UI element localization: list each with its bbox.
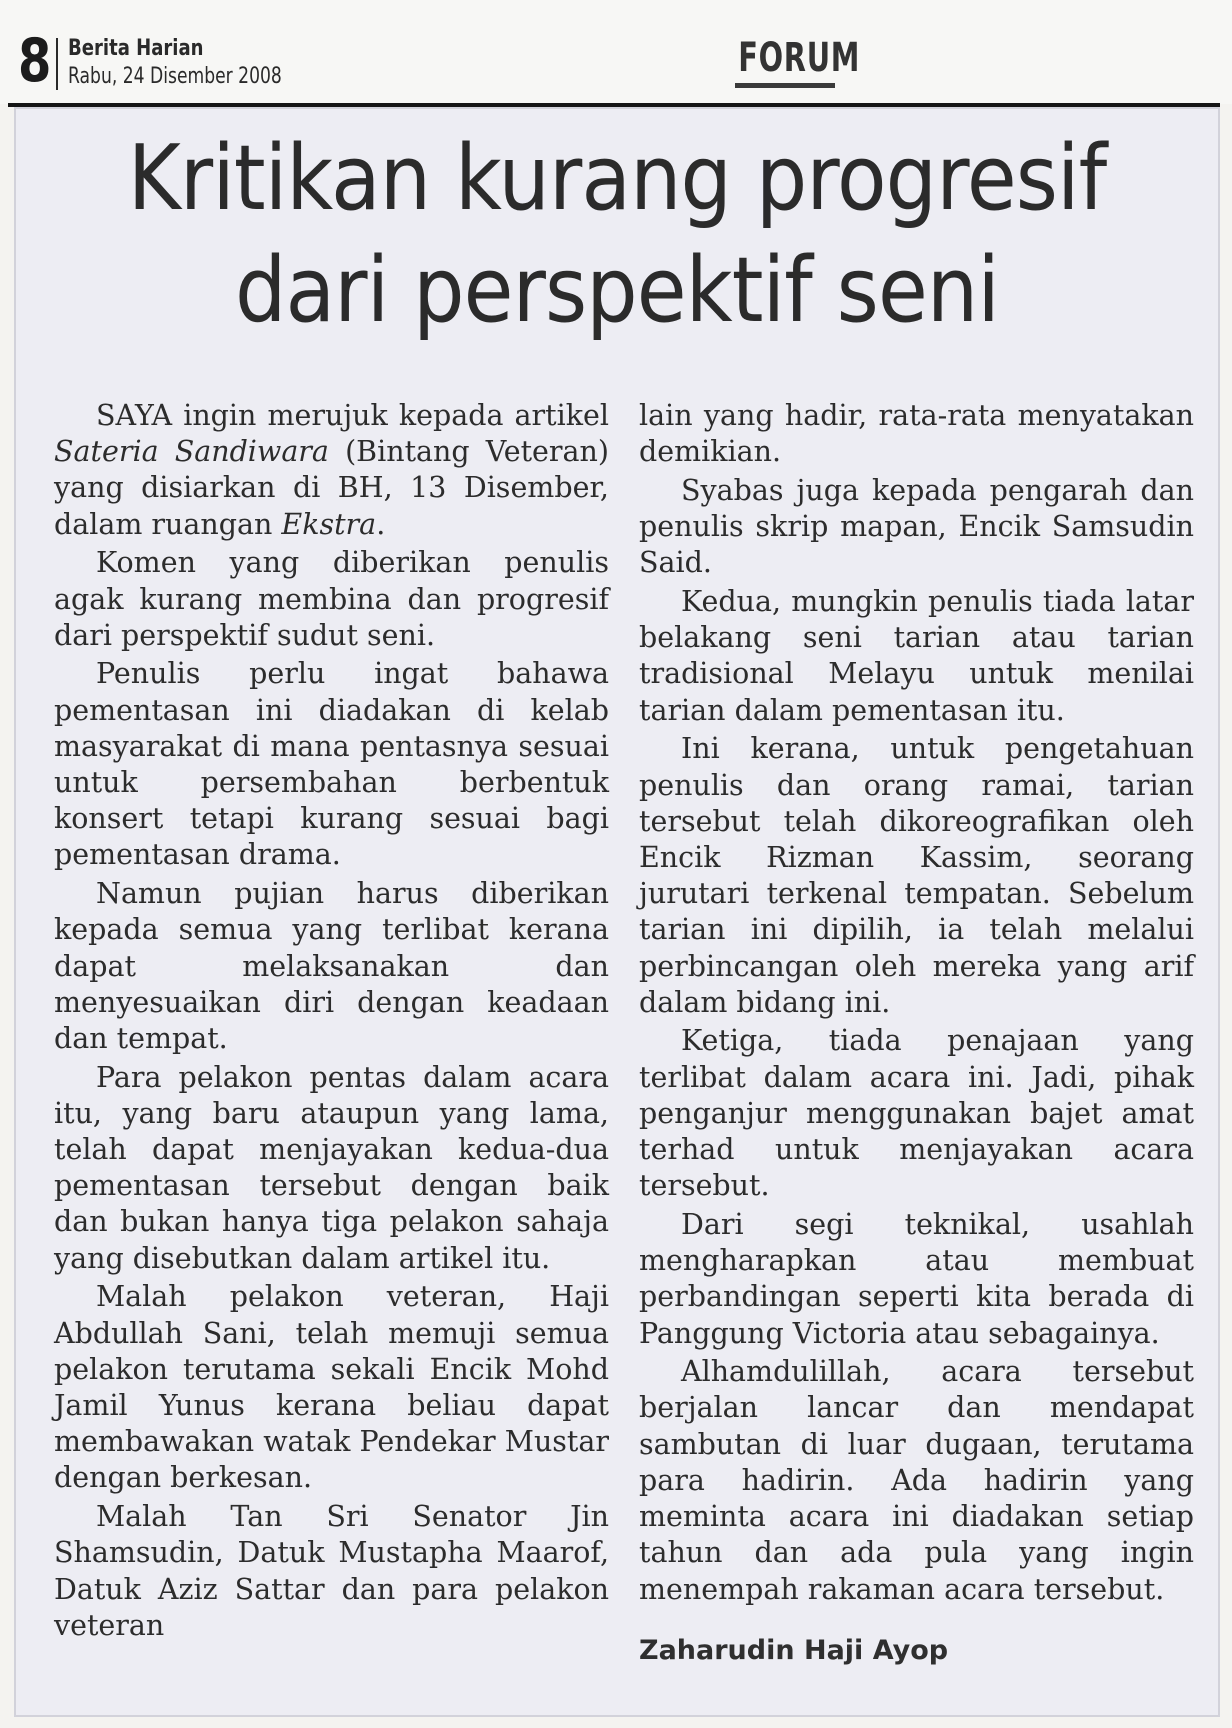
paragraph: Syabas juga kepada pengarah dan penulis skrip mapan, Encik Samsudin Said.: [639, 473, 1194, 580]
paragraph: Alhamdulillah, acara tersebut berjalan lancar dan mendapat sambutan di luar dugaan, terutama para hadirin. Ada hadirin yang meminta acara ini diadakan setiap tahun dan ada pula yang ingin menempah rakaman acara tersebut.: [639, 1355, 1194, 1606]
paragraph: Ketiga, tiada penajaan yang terlibat dalam acara ini. Jadi, pihak penganjur menggunakan bajet amat terhad untuk menjayakan acara tersebut.: [639, 1024, 1194, 1203]
article-clipping: [14, 107, 1220, 1717]
section-underline: [735, 83, 835, 88]
paragraph-text: .: [376, 507, 386, 541]
paragraph-text: (Bintang Veteran) yang disiarkan di BH, 13 Disember, dalam ruangan: [54, 435, 610, 541]
column-right: [639, 398, 1194, 1668]
column-left: [54, 398, 609, 1646]
article-title-italic: Sateria Sandiwara: [54, 435, 329, 469]
page-number: 8: [18, 26, 50, 96]
paragraph-text: SAYA ingin merujuk kepada artikel: [96, 399, 609, 432]
paragraph: Para pelakon pentas dalam acara itu, yang baru ataupun yang lama, telah dapat menjayakan kedua-dua pementasan tersebut dengan baik dan bukan hanya tiga pelakon sahaja yang disebutkan dalam artikel itu.: [54, 1060, 609, 1275]
column-name-italic: Ekstra: [281, 507, 377, 541]
headline: [14, 123, 1220, 347]
headline-line-2: dari perspektif seni: [235, 238, 999, 343]
paragraph: Malah pelakon veteran, Haji Abdullah Sani, telah memuji semua pelakon terutama sekali Encik Mohd Jamil Yunus kerana beliau dapat membawakan watak Pendekar Mustar dengan berkesan.: [54, 1280, 609, 1495]
paragraph: Kedua, mungkin penulis tiada latar belakang seni tarian atau tarian tradisional Melayu untuk menilai tarian dalam pementasan itu.: [639, 585, 1194, 727]
headline-line-1: Kritikan kurang progresif: [127, 126, 1107, 231]
issue-date: Rabu, 24 Disember 2008: [68, 64, 282, 89]
paragraph-continuation: lain yang hadir, rata-rata menyatakan demikian.: [639, 399, 1194, 469]
paragraph: Ini kerana, untuk pengetahuan penulis dan orang ramai, tarian tersebut telah dikoreografikan oleh Encik Rizman Kassim, seorang jurutari terkenal tempatan. Sebelum tarian ini dipilih, ia telah melalui perbincangan oleh mereka yang arif dalam bidang ini.: [639, 732, 1194, 1019]
section-label: FORUM: [738, 35, 861, 81]
paragraph: [54, 398, 609, 543]
paragraph: Komen yang diberikan penulis agak kurang membina dan progresif dari perspektif sudut seni.: [54, 546, 609, 652]
byline: Zaharudin Haji Ayop: [639, 1634, 949, 1666]
paragraph: Dari segi teknikal, usahlah mengharapkan atau membuat perbandingan seperti kita berada di Panggung Victoria atau sebagainya.: [639, 1207, 1194, 1350]
masthead-divider: [56, 38, 58, 90]
newspaper-name: Berita Harian: [68, 36, 204, 61]
paragraph: Penulis perlu ingat bahawa pementasan ini diadakan di kelab masyarakat di mana pentasnya sesuai untuk persembahan berbentuk konsert tetapi kurang sesuai bagi pementasan drama.: [54, 657, 609, 872]
paragraph: Namun pujian harus diberikan kepada semua yang terlibat kerana dapat melaksanakan dan menyesuaikan diri dengan keadaan dan tempat.: [54, 877, 609, 1055]
paragraph: Malah Tan Sri Senator Jin Shamsudin, Datuk Mustapha Maarof, Datuk Aziz Sattar dan para pelakon veteran: [54, 1500, 609, 1642]
masthead: [0, 0, 1232, 104]
